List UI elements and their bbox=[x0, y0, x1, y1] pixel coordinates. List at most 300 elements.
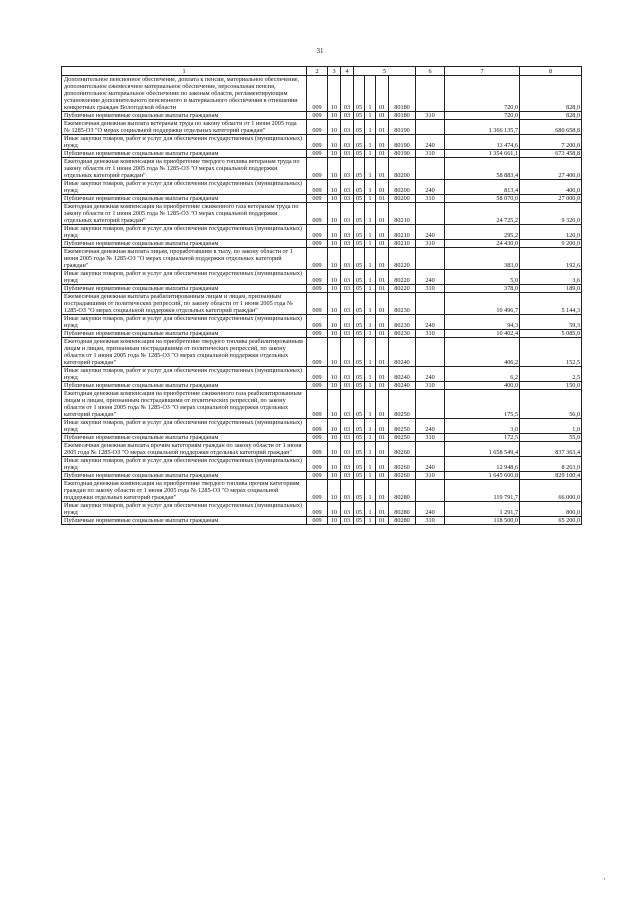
row-code-program: 05 bbox=[354, 442, 365, 457]
row-code-expense-type: 310 bbox=[416, 112, 445, 120]
row-code-section: 10 bbox=[328, 434, 341, 442]
row-code-section: 10 bbox=[328, 120, 341, 135]
row-code-subsection: 03 bbox=[341, 457, 354, 472]
row-code-direction: 80220 bbox=[389, 248, 416, 270]
row-code-section: 10 bbox=[328, 195, 341, 203]
row-code-subprogram: 1 bbox=[365, 240, 376, 248]
row-code-program: 05 bbox=[354, 330, 365, 338]
row-code-main-event: 01 bbox=[376, 434, 389, 442]
row-code-ministry: 009 bbox=[307, 434, 328, 442]
row-code-direction: 80240 bbox=[389, 338, 416, 367]
row-description: Публичные нормативные социальные выплаты гражданам bbox=[62, 434, 307, 442]
row-amount-year-2: 150,0 bbox=[520, 382, 582, 390]
row-code-section: 10 bbox=[328, 457, 341, 472]
row-amount-year-2: 828,0 bbox=[520, 112, 582, 120]
row-code-ministry: 009 bbox=[307, 293, 328, 315]
row-code-program: 05 bbox=[354, 180, 365, 195]
row-code-program: 05 bbox=[354, 382, 365, 390]
row-amount-year-2: 3,6 bbox=[520, 270, 582, 285]
row-code-subprogram: 1 bbox=[365, 270, 376, 285]
row-code-ministry: 009 bbox=[307, 248, 328, 270]
row-code-direction: 80190 bbox=[389, 150, 416, 158]
row-code-subsection: 03 bbox=[341, 330, 354, 338]
table-row bbox=[62, 293, 582, 315]
row-amount-year-2: 56,0 bbox=[520, 390, 582, 419]
header-col-8: 8 bbox=[520, 67, 582, 76]
row-code-direction: 80280 bbox=[389, 480, 416, 502]
row-code-expense-type bbox=[416, 338, 445, 367]
table-header-row bbox=[62, 67, 582, 76]
row-code-program: 05 bbox=[354, 240, 365, 248]
row-code-main-event: 01 bbox=[376, 180, 389, 195]
row-code-section: 10 bbox=[328, 480, 341, 502]
row-code-subprogram: 1 bbox=[365, 203, 376, 225]
row-code-program: 05 bbox=[354, 195, 365, 203]
table-row bbox=[62, 195, 582, 203]
table-row bbox=[62, 330, 582, 338]
row-amount-year-1: 1 366 135,7 bbox=[445, 120, 520, 135]
row-code-ministry: 009 bbox=[307, 112, 328, 120]
row-code-section: 10 bbox=[328, 225, 341, 240]
row-description: Публичные нормативные социальные выплаты гражданам bbox=[62, 150, 307, 158]
row-description: Иные закупки товаров, работ и услуг для обеспечения государственных (муниципальных) нужд bbox=[62, 135, 307, 150]
row-code-expense-type: 240 bbox=[416, 502, 445, 517]
row-code-main-event: 01 bbox=[376, 270, 389, 285]
row-amount-year-2: 800,0 bbox=[520, 502, 582, 517]
header-col-3: 3 bbox=[328, 67, 341, 76]
row-code-expense-type: 240 bbox=[416, 225, 445, 240]
row-code-direction: 80190 bbox=[389, 120, 416, 135]
row-code-subsection: 03 bbox=[341, 180, 354, 195]
row-code-subprogram: 1 bbox=[365, 502, 376, 517]
row-code-section: 10 bbox=[328, 367, 341, 382]
row-code-ministry: 009 bbox=[307, 382, 328, 390]
row-code-section: 10 bbox=[328, 112, 341, 120]
table-row bbox=[62, 158, 582, 180]
row-code-main-event: 01 bbox=[376, 472, 389, 480]
row-code-direction: 80260 bbox=[389, 472, 416, 480]
row-code-ministry: 009 bbox=[307, 480, 328, 502]
row-amount-year-2: 192,6 bbox=[520, 248, 582, 270]
table-row bbox=[62, 480, 582, 502]
row-code-expense-type: 240 bbox=[416, 315, 445, 330]
row-code-expense-type: 240 bbox=[416, 457, 445, 472]
row-amount-year-1: 400,0 bbox=[445, 382, 520, 390]
row-code-subprogram: 1 bbox=[365, 158, 376, 180]
row-code-ministry: 009 bbox=[307, 120, 328, 135]
row-code-subprogram: 1 bbox=[365, 517, 376, 525]
table-row bbox=[62, 367, 582, 382]
row-code-subprogram: 1 bbox=[365, 135, 376, 150]
row-amount-year-1: 1 645 600,8 bbox=[445, 472, 520, 480]
row-code-expense-type: 240 bbox=[416, 270, 445, 285]
row-code-expense-type bbox=[416, 158, 445, 180]
row-code-main-event: 01 bbox=[376, 330, 389, 338]
row-code-program: 05 bbox=[354, 457, 365, 472]
row-amount-year-2: 65 200,0 bbox=[520, 517, 582, 525]
row-code-subsection: 03 bbox=[341, 480, 354, 502]
table-row bbox=[62, 240, 582, 248]
table-row bbox=[62, 203, 582, 225]
table-row bbox=[62, 457, 582, 472]
row-code-subsection: 03 bbox=[341, 150, 354, 158]
row-code-program: 05 bbox=[354, 367, 365, 382]
row-code-program: 05 bbox=[354, 315, 365, 330]
row-code-section: 10 bbox=[328, 338, 341, 367]
row-code-subsection: 03 bbox=[341, 270, 354, 285]
row-code-subsection: 03 bbox=[341, 240, 354, 248]
row-amount-year-2: 152,5 bbox=[520, 338, 582, 367]
row-description: Ежемесячная денежная выплата прочим категориям граждан по закону области от 1 июня 2005 года № 1285-ОЗ "О мерах социальной поддержки отдельных категорий граждан" bbox=[62, 442, 307, 457]
row-amount-year-2: 7 200,0 bbox=[520, 135, 582, 150]
header-col-1: 1 bbox=[62, 67, 307, 76]
row-code-section: 10 bbox=[328, 240, 341, 248]
row-code-subsection: 03 bbox=[341, 382, 354, 390]
row-code-subprogram: 1 bbox=[365, 390, 376, 419]
row-amount-year-2: 27 000,0 bbox=[520, 195, 582, 203]
row-code-main-event: 01 bbox=[376, 517, 389, 525]
row-code-direction: 80250 bbox=[389, 434, 416, 442]
row-code-program: 05 bbox=[354, 502, 365, 517]
row-description: Публичные нормативные социальные выплаты гражданам bbox=[62, 195, 307, 203]
row-code-expense-type: 310 bbox=[416, 285, 445, 293]
row-description: Ежегодная денежная компенсация на приобретение сжиженного газа ветеранам труда по закону области от 1 июня 2005 года № 1285-ОЗ "О мерах социальной поддержки отдельных категорий граждан" bbox=[62, 203, 307, 225]
row-amount-year-2: 189,0 bbox=[520, 285, 582, 293]
row-code-expense-type: 240 bbox=[416, 180, 445, 195]
row-code-subsection: 03 bbox=[341, 112, 354, 120]
row-description: Иные закупки товаров, работ и услуг для обеспечения государственных (муниципальных) нужд bbox=[62, 270, 307, 285]
row-description: Ежегодная денежная компенсация на приобретение твердого топлива реабилитированным лицам и лицам, признанным пострадавшими от политических репрессий, по закону области от 1 июня 2005 года № 1285-ОЗ "О мерах социальной поддержки отдельных категорий граждан" bbox=[62, 338, 307, 367]
row-description: Публичные нормативные социальные выплаты гражданам bbox=[62, 330, 307, 338]
row-amount-year-2: 55,0 bbox=[520, 434, 582, 442]
row-code-main-event: 01 bbox=[376, 158, 389, 180]
row-code-main-event: 01 bbox=[376, 225, 389, 240]
corner-mark: ' bbox=[604, 877, 606, 885]
row-code-main-event: 01 bbox=[376, 150, 389, 158]
row-code-direction: 80200 bbox=[389, 195, 416, 203]
row-code-expense-type: 310 bbox=[416, 434, 445, 442]
row-code-subsection: 03 bbox=[341, 517, 354, 525]
row-code-direction: 80280 bbox=[389, 517, 416, 525]
row-code-ministry: 009 bbox=[307, 240, 328, 248]
row-code-direction: 80280 bbox=[389, 502, 416, 517]
row-code-subprogram: 1 bbox=[365, 442, 376, 457]
row-amount-year-2: 27 400,0 bbox=[520, 158, 582, 180]
row-code-section: 10 bbox=[328, 390, 341, 419]
row-code-section: 10 bbox=[328, 76, 341, 112]
row-code-subsection: 03 bbox=[341, 442, 354, 457]
row-amount-year-1: 6,2 bbox=[445, 367, 520, 382]
row-code-expense-type bbox=[416, 76, 445, 112]
row-amount-year-1: 383,0 bbox=[445, 248, 520, 270]
row-code-subprogram: 1 bbox=[365, 225, 376, 240]
row-code-direction: 80190 bbox=[389, 135, 416, 150]
row-code-expense-type: 310 bbox=[416, 195, 445, 203]
row-amount-year-2: 66 000,0 bbox=[520, 480, 582, 502]
row-amount-year-1: 5,0 bbox=[445, 270, 520, 285]
row-description: Иные закупки товаров, работ и услуг для обеспечения государственных (муниципальных) нужд bbox=[62, 457, 307, 472]
row-code-program: 05 bbox=[354, 203, 365, 225]
row-code-ministry: 009 bbox=[307, 457, 328, 472]
row-code-ministry: 009 bbox=[307, 158, 328, 180]
row-code-direction: 80240 bbox=[389, 382, 416, 390]
row-description: Публичные нормативные социальные выплаты гражданам bbox=[62, 285, 307, 293]
row-code-ministry: 009 bbox=[307, 338, 328, 367]
row-code-section: 10 bbox=[328, 315, 341, 330]
row-amount-year-2: 680 658,8 bbox=[520, 120, 582, 135]
row-code-section: 10 bbox=[328, 293, 341, 315]
row-code-subsection: 03 bbox=[341, 120, 354, 135]
row-amount-year-2: 828,0 bbox=[520, 76, 582, 112]
row-code-program: 05 bbox=[354, 76, 365, 112]
row-amount-year-2: 5 144,3 bbox=[520, 293, 582, 315]
row-code-program: 05 bbox=[354, 158, 365, 180]
row-amount-year-1: 1 291,7 bbox=[445, 502, 520, 517]
row-code-direction: 80260 bbox=[389, 457, 416, 472]
row-code-subprogram: 1 bbox=[365, 120, 376, 135]
table-row bbox=[62, 338, 582, 367]
row-code-ministry: 009 bbox=[307, 517, 328, 525]
table-row bbox=[62, 112, 582, 120]
row-code-program: 05 bbox=[354, 472, 365, 480]
row-code-subprogram: 1 bbox=[365, 434, 376, 442]
row-amount-year-1: 720,0 bbox=[445, 112, 520, 120]
row-code-subsection: 03 bbox=[341, 502, 354, 517]
row-code-ministry: 009 bbox=[307, 367, 328, 382]
row-code-program: 05 bbox=[354, 225, 365, 240]
row-description: Иные закупки товаров, работ и услуг для обеспечения государственных (муниципальных) нужд bbox=[62, 502, 307, 517]
row-code-expense-type: 240 bbox=[416, 135, 445, 150]
header-col-4: 4 bbox=[341, 67, 354, 76]
row-code-section: 10 bbox=[328, 472, 341, 480]
row-code-subprogram: 1 bbox=[365, 195, 376, 203]
row-code-program: 05 bbox=[354, 135, 365, 150]
row-description: Иные закупки товаров, работ и услуг для обеспечения государственных (муниципальных) нужд bbox=[62, 419, 307, 434]
row-amount-year-2: 9 200,0 bbox=[520, 240, 582, 248]
row-amount-year-1: 58 883,4 bbox=[445, 158, 520, 180]
row-code-section: 10 bbox=[328, 203, 341, 225]
row-description: Публичные нормативные социальные выплаты гражданам bbox=[62, 240, 307, 248]
row-code-subprogram: 1 bbox=[365, 76, 376, 112]
row-code-program: 05 bbox=[354, 112, 365, 120]
row-code-subsection: 03 bbox=[341, 135, 354, 150]
row-code-subsection: 03 bbox=[341, 419, 354, 434]
row-amount-year-1: 24 430,0 bbox=[445, 240, 520, 248]
row-code-subprogram: 1 bbox=[365, 180, 376, 195]
row-code-program: 05 bbox=[354, 338, 365, 367]
row-code-ministry: 009 bbox=[307, 390, 328, 419]
row-code-section: 10 bbox=[328, 150, 341, 158]
row-code-subsection: 03 bbox=[341, 195, 354, 203]
row-code-expense-type: 310 bbox=[416, 240, 445, 248]
row-amount-year-1: 295,2 bbox=[445, 225, 520, 240]
row-code-direction: 80210 bbox=[389, 240, 416, 248]
row-code-main-event: 01 bbox=[376, 457, 389, 472]
row-code-subprogram: 1 bbox=[365, 315, 376, 330]
row-code-program: 05 bbox=[354, 390, 365, 419]
row-code-main-event: 01 bbox=[376, 315, 389, 330]
row-code-section: 10 bbox=[328, 248, 341, 270]
row-description: Иные закупки товаров, работ и услуг для обеспечения государственных (муниципальных) нужд bbox=[62, 315, 307, 330]
row-description: Ежемесячная денежная выплата реабилитированным лицам и лицам, признанным пострадавшими от политических репрессий, по закону области от 1 июня 2005 года № 1285-ОЗ "О мерах социальной поддержки отдельных категорий граждан" bbox=[62, 293, 307, 315]
row-code-program: 05 bbox=[354, 434, 365, 442]
row-code-main-event: 01 bbox=[376, 285, 389, 293]
row-code-subprogram: 1 bbox=[365, 338, 376, 367]
row-code-expense-type: 310 bbox=[416, 330, 445, 338]
row-code-direction: 80210 bbox=[389, 225, 416, 240]
row-code-direction: 80250 bbox=[389, 419, 416, 434]
row-code-subprogram: 1 bbox=[365, 382, 376, 390]
row-code-subsection: 03 bbox=[341, 285, 354, 293]
row-code-ministry: 009 bbox=[307, 315, 328, 330]
row-code-section: 10 bbox=[328, 135, 341, 150]
table-row bbox=[62, 434, 582, 442]
row-code-section: 10 bbox=[328, 502, 341, 517]
row-code-direction: 80230 bbox=[389, 330, 416, 338]
table-row bbox=[62, 517, 582, 525]
row-code-program: 05 bbox=[354, 480, 365, 502]
row-code-subsection: 03 bbox=[341, 315, 354, 330]
table-row bbox=[62, 442, 582, 457]
row-amount-year-2: 8 263,0 bbox=[520, 457, 582, 472]
row-amount-year-2: 9 320,0 bbox=[520, 203, 582, 225]
row-code-subprogram: 1 bbox=[365, 248, 376, 270]
row-amount-year-1: 172,5 bbox=[445, 434, 520, 442]
header-col-7: 7 bbox=[445, 67, 520, 76]
row-amount-year-1: 24 725,2 bbox=[445, 203, 520, 225]
row-amount-year-2: 829 100,4 bbox=[520, 472, 582, 480]
row-code-subsection: 03 bbox=[341, 225, 354, 240]
row-code-subsection: 03 bbox=[341, 158, 354, 180]
row-amount-year-1: 10 496,7 bbox=[445, 293, 520, 315]
row-code-subsection: 03 bbox=[341, 203, 354, 225]
table-body bbox=[62, 67, 582, 525]
row-code-subsection: 03 bbox=[341, 248, 354, 270]
row-code-subprogram: 1 bbox=[365, 112, 376, 120]
row-amount-year-1: 94,3 bbox=[445, 315, 520, 330]
row-code-main-event: 01 bbox=[376, 480, 389, 502]
table-row bbox=[62, 472, 582, 480]
row-amount-year-1: 175,5 bbox=[445, 390, 520, 419]
table-row bbox=[62, 285, 582, 293]
row-code-section: 10 bbox=[328, 419, 341, 434]
row-code-subprogram: 1 bbox=[365, 150, 376, 158]
row-code-expense-type bbox=[416, 248, 445, 270]
row-code-expense-type: 310 bbox=[416, 150, 445, 158]
row-code-section: 10 bbox=[328, 285, 341, 293]
row-description: Ежемесячная денежная выплата лицам, проработавшим в тылу, по закону области от 1 июня 2005 года № 1285-ОЗ "О мерах социальной поддержки отдельных категорий граждан" bbox=[62, 248, 307, 270]
row-code-main-event: 01 bbox=[376, 338, 389, 367]
row-amount-year-1: 813,4 bbox=[445, 180, 520, 195]
row-amount-year-1: 720,0 bbox=[445, 76, 520, 112]
row-code-main-event: 01 bbox=[376, 135, 389, 150]
row-code-ministry: 009 bbox=[307, 472, 328, 480]
row-code-ministry: 009 bbox=[307, 502, 328, 517]
table-row bbox=[62, 135, 582, 150]
row-amount-year-2: 1,0 bbox=[520, 419, 582, 434]
row-amount-year-2: 2,5 bbox=[520, 367, 582, 382]
row-code-program: 05 bbox=[354, 270, 365, 285]
row-code-ministry: 009 bbox=[307, 76, 328, 112]
row-amount-year-1: 11 474,6 bbox=[445, 135, 520, 150]
row-amount-year-2: 400,0 bbox=[520, 180, 582, 195]
row-code-direction: 80200 bbox=[389, 180, 416, 195]
row-code-main-event: 01 bbox=[376, 240, 389, 248]
row-description: Публичные нормативные социальные выплаты гражданам bbox=[62, 472, 307, 480]
row-code-program: 05 bbox=[354, 293, 365, 315]
row-code-section: 10 bbox=[328, 330, 341, 338]
row-code-subprogram: 1 bbox=[365, 330, 376, 338]
row-code-main-event: 01 bbox=[376, 382, 389, 390]
budget-table bbox=[61, 66, 582, 525]
row-code-ministry: 009 bbox=[307, 225, 328, 240]
row-description: Ежемесячная денежная выплата ветеранам труда по закону области от 1 июня 2005 года № 1285-ОЗ "О мерах социальной поддержки отдельных категорий граждан" bbox=[62, 120, 307, 135]
row-code-direction: 80180 bbox=[389, 112, 416, 120]
row-amount-year-1: 12 948,6 bbox=[445, 457, 520, 472]
row-code-program: 05 bbox=[354, 120, 365, 135]
row-code-direction: 80260 bbox=[389, 442, 416, 457]
row-amount-year-1: 3,0 bbox=[445, 419, 520, 434]
header-col-2: 2 bbox=[307, 67, 328, 76]
row-code-subprogram: 1 bbox=[365, 419, 376, 434]
row-code-main-event: 01 bbox=[376, 442, 389, 457]
row-code-program: 05 bbox=[354, 285, 365, 293]
row-code-main-event: 01 bbox=[376, 419, 389, 434]
row-code-main-event: 01 bbox=[376, 248, 389, 270]
row-amount-year-1: 378,0 bbox=[445, 285, 520, 293]
row-code-section: 10 bbox=[328, 442, 341, 457]
row-description: Иные закупки товаров, работ и услуг для обеспечения государственных (муниципальных) нужд bbox=[62, 225, 307, 240]
row-description: Иные закупки товаров, работ и услуг для обеспечения государственных (муниципальных) нужд bbox=[62, 180, 307, 195]
row-code-subprogram: 1 bbox=[365, 293, 376, 315]
header-col-6: 6 bbox=[416, 67, 445, 76]
header-col-5: 5 bbox=[354, 67, 416, 76]
row-code-expense-type bbox=[416, 293, 445, 315]
row-code-section: 10 bbox=[328, 270, 341, 285]
row-code-direction: 80180 bbox=[389, 76, 416, 112]
row-code-subprogram: 1 bbox=[365, 457, 376, 472]
table-row bbox=[62, 248, 582, 270]
row-code-main-event: 01 bbox=[376, 367, 389, 382]
table-row bbox=[62, 120, 582, 135]
row-code-program: 05 bbox=[354, 150, 365, 158]
row-code-main-event: 01 bbox=[376, 203, 389, 225]
row-code-expense-type: 310 bbox=[416, 382, 445, 390]
row-code-main-event: 01 bbox=[376, 195, 389, 203]
row-code-main-event: 01 bbox=[376, 120, 389, 135]
table-row bbox=[62, 225, 582, 240]
table-row bbox=[62, 270, 582, 285]
row-code-program: 05 bbox=[354, 419, 365, 434]
table-row bbox=[62, 150, 582, 158]
row-description: Дополнительное пенсионное обеспечение, доплата к пенсии, материальное обеспечение, дополнительное ежемесячное материальное обеспечение, персональная пенсия, дополнительное материальное обеспечение по законам области, регламентирующим установление дополнительного пенсионного и материального обеспечения в отношении конкретных граждан Вологодской области bbox=[62, 76, 307, 112]
row-description: Иные закупки товаров, работ и услуг для обеспечения государственных (муниципальных) нужд bbox=[62, 367, 307, 382]
row-code-main-event: 01 bbox=[376, 112, 389, 120]
row-code-direction: 80220 bbox=[389, 285, 416, 293]
row-code-ministry: 009 bbox=[307, 330, 328, 338]
row-description: Публичные нормативные социальные выплаты гражданам bbox=[62, 382, 307, 390]
row-code-subsection: 03 bbox=[341, 390, 354, 419]
row-code-direction: 80200 bbox=[389, 158, 416, 180]
row-code-expense-type bbox=[416, 120, 445, 135]
row-code-subsection: 03 bbox=[341, 434, 354, 442]
row-code-subprogram: 1 bbox=[365, 367, 376, 382]
row-code-subsection: 03 bbox=[341, 76, 354, 112]
row-code-subprogram: 1 bbox=[365, 472, 376, 480]
row-description: Ежегодная денежная компенсация на приобретение твердого топлива ветеранам труда по закону области от 1 июня 2005 года № 1285-ОЗ "О мерах социальной поддержки отдельных категорий граждан" bbox=[62, 158, 307, 180]
row-code-program: 05 bbox=[354, 248, 365, 270]
row-code-main-event: 01 bbox=[376, 293, 389, 315]
